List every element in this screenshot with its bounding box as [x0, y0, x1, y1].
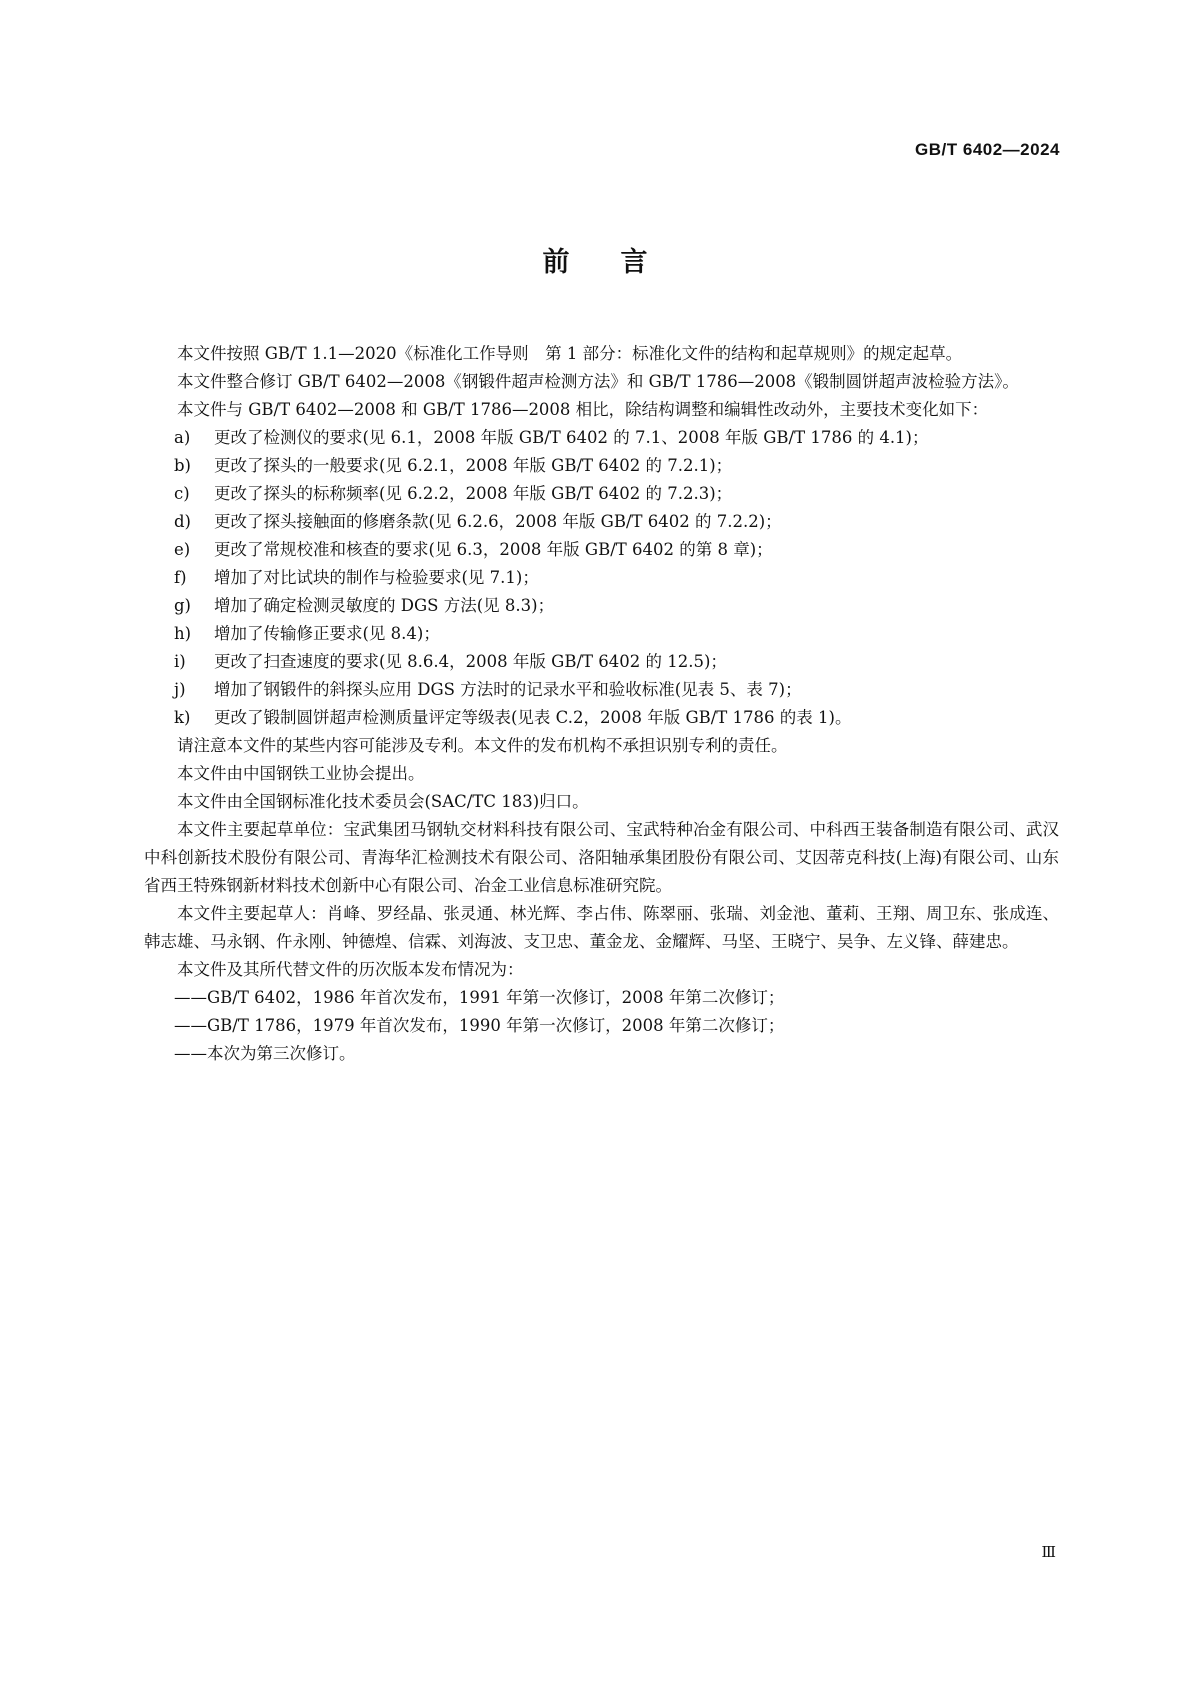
change-label: k)	[174, 708, 191, 727]
page-title	[0, 240, 1191, 279]
change-item	[144, 620, 1059, 648]
change-label: d)	[174, 512, 191, 531]
intro-paragraph: 本文件整合修订 GB/T 6402—2008《钢锻件超声检测方法》和 GB/T 1786—2008《锻制圆饼超声波检验方法》。	[177, 372, 1019, 391]
change-label: j)	[174, 680, 186, 699]
change-label: i)	[174, 652, 186, 671]
intro-paragraph: 本文件按照 GB/T 1.1—2020《标准化工作导则 第 1 部分：标准化文件的结构和起草规则》的规定起草。	[177, 344, 963, 363]
change-item	[144, 564, 1059, 592]
drafters-paragraph: 本文件主要起草人：肖峰、罗经晶、张灵通、林光辉、李占伟、陈翠丽、张瑞、刘金池、董莉、王翔、周卫东、张成连、韩志雄、马永钢、仵永刚、钟德煌、信霖、刘海波、支卫忠、董金龙、金耀辉、马坚、王晓宁、吴争、左义锋、薛建忠。	[144, 904, 1059, 951]
change-label: a)	[174, 428, 191, 447]
change-item	[144, 536, 1059, 564]
title-char-2: 言	[620, 247, 649, 278]
change-item	[144, 424, 1059, 452]
change-text: 增加了对比试块的制作与检验要求(见 7.1)；	[214, 568, 539, 587]
history-item: ——GB/T 1786，1979 年首次发布，1990 年第一次修订，2008 年第二次修订；	[174, 1016, 785, 1035]
change-label: b)	[174, 456, 191, 475]
patent-notice: 请注意本文件的某些内容可能涉及专利。本文件的发布机构不承担识别专利的责任。	[177, 736, 788, 755]
change-item	[144, 592, 1059, 620]
history-item: ——本次为第三次修订。	[174, 1044, 356, 1063]
intro-paragraph: 本文件与 GB/T 6402—2008 和 GB/T 1786—2008 相比，除结构调整和编辑性改动外，主要技术变化如下：	[177, 400, 989, 419]
standard-code: GB/T 6402—2024	[915, 140, 1060, 159]
change-text: 增加了传输修正要求(见 8.4)；	[214, 624, 440, 643]
proposer-paragraph: 本文件由中国钢铁工业协会提出。	[177, 764, 425, 783]
change-item	[144, 648, 1059, 676]
change-text: 更改了扫查速度的要求(见 8.6.4，2008 年版 GB/T 6402 的 12.5)；	[214, 652, 727, 671]
change-label: f)	[174, 568, 187, 587]
committee-paragraph: 本文件由全国钢标准化技术委员会(SAC/TC 183)归口。	[177, 792, 589, 811]
page-number: Ⅲ	[1041, 1543, 1056, 1561]
change-label: e)	[174, 540, 191, 559]
change-text: 更改了锻制圆饼超声检测质量评定等级表(见表 C.2，2008 年版 GB/T 1786 的表 1)。	[214, 708, 852, 727]
change-label: h)	[174, 624, 192, 643]
title-char-1: 前	[542, 247, 571, 278]
change-text: 更改了常规校准和核查的要求(见 6.3，2008 年版 GB/T 6402 的第 8 章)；	[214, 540, 773, 559]
foreword-body	[144, 340, 1059, 1068]
change-item	[144, 704, 1059, 732]
change-text: 更改了探头的标称频率(见 6.2.2，2008 年版 GB/T 6402 的 7.2.3)；	[214, 484, 733, 503]
drafting-units-paragraph: 本文件主要起草单位：宝武集团马钢轨交材料科技有限公司、宝武特种冶金有限公司、中科西王装备制造有限公司、武汉中科创新技术股份有限公司、青海华汇检测技术有限公司、洛阳轴承集团股份有限公司、艾因蒂克科技(上海)有限公司、山东省西王特殊钢新材料技术创新中心有限公司、冶金工业信息标准研究院。	[144, 820, 1059, 895]
change-label: c)	[174, 484, 190, 503]
change-item	[144, 480, 1059, 508]
change-text: 增加了确定检测灵敏度的 DGS 方法(见 8.3)；	[214, 596, 555, 615]
change-text: 更改了探头的一般要求(见 6.2.1，2008 年版 GB/T 6402 的 7.2.1)；	[214, 456, 733, 475]
change-item	[144, 508, 1059, 536]
change-item	[144, 452, 1059, 480]
change-item	[144, 676, 1059, 704]
change-text: 更改了探头接触面的修磨条款(见 6.2.6，2008 年版 GB/T 6402 的 7.2.2)；	[214, 512, 782, 531]
change-text: 增加了钢锻件的斜探头应用 DGS 方法时的记录水平和验收标准(见表 5、表 7)；	[214, 680, 802, 699]
change-label: g)	[174, 596, 191, 615]
change-text: 更改了检测仪的要求(见 6.1，2008 年版 GB/T 6402 的 7.1、2008 年版 GB/T 1786 的 4.1)；	[214, 428, 929, 447]
history-intro: 本文件及其所代替文件的历次版本发布情况为：	[177, 960, 524, 979]
history-item: ——GB/T 6402，1986 年首次发布，1991 年第一次修订，2008 年第二次修订；	[174, 988, 785, 1007]
